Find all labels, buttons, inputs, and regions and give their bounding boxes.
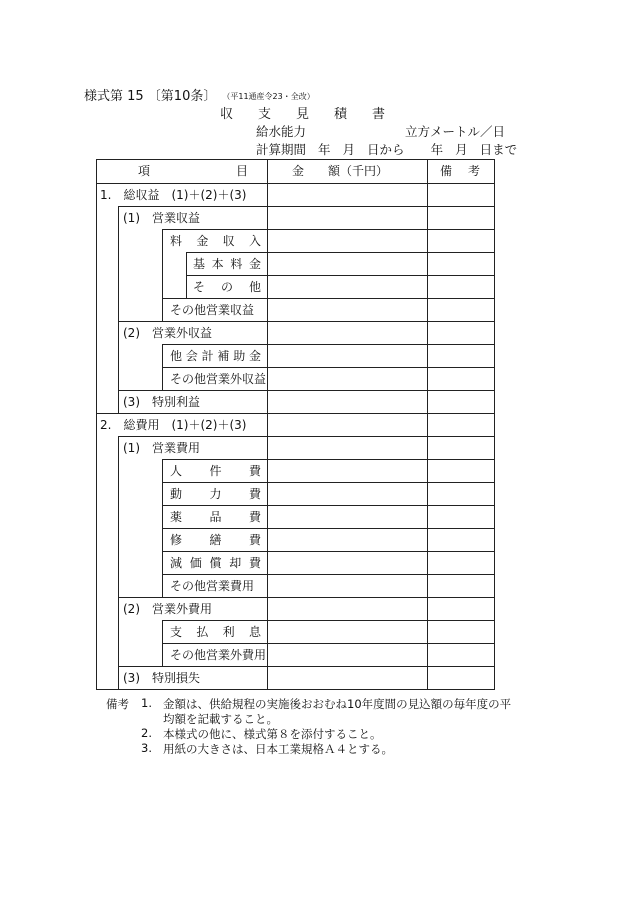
- indent-line-level-2: [162, 229, 163, 321]
- label-char: 払: [196, 625, 209, 639]
- label-char: 繕: [209, 533, 222, 547]
- amount-cell[interactable]: [268, 390, 427, 413]
- document-title: [220, 103, 410, 122]
- label-char: 修: [170, 533, 183, 547]
- label-char: の: [220, 280, 233, 294]
- label-char: 費: [248, 510, 261, 524]
- remarks-cell[interactable]: [428, 528, 494, 551]
- amount-cell[interactable]: [268, 574, 427, 597]
- label-char: 会: [185, 349, 198, 363]
- label-char: 人: [170, 464, 183, 478]
- amount-cell[interactable]: [268, 367, 427, 390]
- label-char: 入: [248, 234, 261, 248]
- label-char: 品: [209, 510, 222, 524]
- calculation-period: [256, 140, 517, 158]
- remark-1-line-2: 均額を記載すること。: [163, 712, 278, 726]
- amount-cell[interactable]: [268, 413, 427, 436]
- label-char: 件: [209, 464, 222, 478]
- remarks-cell[interactable]: [428, 321, 494, 344]
- amount-cell[interactable]: [268, 298, 427, 321]
- label-char: そ: [193, 280, 206, 294]
- remark-3-number: 3.: [141, 741, 152, 755]
- row-label-r4: [193, 257, 261, 271]
- remark-1-line-1: 金額は、供給規程の実施後おおむね10年度間の見込額の毎年度の平: [163, 697, 512, 711]
- remark-3-text: 用紙の大きさは、日本工業規格Ａ４とする。: [163, 742, 393, 756]
- label-char: 本: [211, 257, 224, 271]
- row-label-r11: 2. 総費用 (1)＋(2)＋(3): [100, 418, 247, 432]
- indent-line-level-2: [162, 620, 163, 666]
- row-label-r8: [170, 349, 261, 363]
- remarks-cell[interactable]: [428, 597, 494, 620]
- row-label-r15: [170, 510, 261, 524]
- label-char: 助: [233, 349, 246, 363]
- label-char: 項: [138, 164, 151, 178]
- remark-2-text: 本様式の他に、様式第８を添付すること。: [163, 727, 382, 741]
- amount-cell[interactable]: [268, 482, 427, 505]
- indent-line-level-2: [162, 459, 163, 597]
- remarks-cell[interactable]: [428, 344, 494, 367]
- table-border-top: [96, 159, 495, 160]
- period-to-year: 年: [430, 142, 444, 157]
- remarks-cell[interactable]: [428, 482, 494, 505]
- label-char: 価: [189, 556, 202, 570]
- title-char: 書: [372, 107, 386, 122]
- period-from-year: 年: [318, 142, 331, 157]
- label-char: 費: [248, 556, 261, 570]
- label-char: 減: [170, 556, 183, 570]
- form-number: [84, 85, 315, 104]
- amount-cell[interactable]: [268, 459, 427, 482]
- table-border-right: [494, 159, 495, 690]
- label-char: 他: [248, 280, 261, 294]
- amount-cell[interactable]: [268, 505, 427, 528]
- remarks-cell[interactable]: [428, 390, 494, 413]
- remarks-cell[interactable]: [428, 183, 494, 206]
- label-char: 収: [222, 234, 235, 248]
- capacity-label: 給水能力: [256, 124, 307, 139]
- title-char: 見: [296, 107, 310, 122]
- indent-line-level-2: [162, 344, 163, 390]
- row-label-r12: (1) 営業費用: [123, 441, 200, 455]
- remarks-cell[interactable]: [428, 252, 494, 275]
- row-label-r6: その他営業収益: [170, 303, 255, 317]
- row-label-r3: [170, 234, 261, 248]
- form-number-text: 様式第 15 〔第10条〕: [84, 89, 217, 104]
- label-char: 金: [196, 234, 209, 248]
- label-char: 金: [248, 349, 261, 363]
- row-label-r21: その他営業外費用: [170, 648, 267, 662]
- row-label-r19: (2) 営業外費用: [123, 602, 212, 616]
- label-char: 力: [209, 487, 222, 501]
- period-to-day: 日まで: [479, 142, 518, 157]
- remarks-cell[interactable]: [428, 206, 494, 229]
- amount-cell[interactable]: [268, 252, 427, 275]
- label-char: 考: [467, 164, 480, 178]
- header-amount: 金 額（千円）: [292, 164, 389, 178]
- header-remarks: [440, 164, 480, 178]
- remarks-cell[interactable]: [428, 413, 494, 436]
- amount-cell[interactable]: [268, 344, 427, 367]
- label-char: 目: [235, 164, 248, 178]
- amount-cell[interactable]: [268, 229, 427, 252]
- title-char: 収: [220, 107, 234, 122]
- indent-line-level-1: [118, 206, 119, 413]
- period-from-day: 日から: [367, 142, 405, 157]
- header-item: [138, 164, 248, 178]
- title-char: 支: [258, 107, 272, 122]
- row-label-r9: その他営業外収益: [170, 372, 267, 386]
- row-line: [96, 689, 495, 690]
- amount-cell[interactable]: [268, 597, 427, 620]
- period-from-month: 月: [342, 142, 356, 157]
- amount-cell[interactable]: [268, 436, 427, 459]
- row-label-r10: (3) 特別利益: [123, 395, 200, 409]
- row-label-r17: [170, 556, 261, 570]
- capacity-unit: 立方メートル／日: [405, 124, 506, 139]
- row-label-r16: [170, 533, 261, 547]
- remark-2-number: 2.: [141, 726, 152, 740]
- remark-1-number: 1.: [141, 696, 152, 710]
- label-char: 息: [248, 625, 261, 639]
- remarks-cell[interactable]: [428, 436, 494, 459]
- label-char: 動: [170, 487, 183, 501]
- row-label-r13: [170, 464, 261, 478]
- label-char: 支: [170, 625, 183, 639]
- row-label-r22: (3) 特別損失: [123, 671, 200, 685]
- label-char: 備: [440, 164, 453, 178]
- remarks-cell[interactable]: [428, 459, 494, 482]
- row-label-r14: [170, 487, 261, 501]
- table-border-left: [96, 159, 97, 690]
- label-char: 費: [248, 464, 261, 478]
- row-label-r5: [193, 280, 261, 294]
- remarks-cell[interactable]: [428, 666, 494, 689]
- remarks-cell[interactable]: [428, 574, 494, 597]
- amount-cell[interactable]: [268, 620, 427, 643]
- row-label-r7: (2) 営業外収益: [123, 326, 212, 340]
- amount-cell[interactable]: [268, 528, 427, 551]
- amount-cell[interactable]: [268, 666, 427, 689]
- title-char: 積: [334, 107, 348, 122]
- label-char: 利: [222, 625, 235, 639]
- label-char: 金: [248, 257, 261, 271]
- indent-line-level-3: [186, 252, 187, 298]
- remarks-cell[interactable]: [428, 229, 494, 252]
- remarks-cell[interactable]: [428, 505, 494, 528]
- label-char: 償: [209, 556, 222, 570]
- amount-cell[interactable]: [268, 643, 427, 666]
- label-char: 料: [230, 257, 243, 271]
- label-char: 料: [170, 234, 183, 248]
- indent-line-level-1: [118, 436, 119, 689]
- amount-cell[interactable]: [268, 206, 427, 229]
- amount-cell[interactable]: [268, 275, 427, 298]
- remarks-cell[interactable]: [428, 643, 494, 666]
- remarks-cell[interactable]: [428, 620, 494, 643]
- remarks-label: 備考: [106, 697, 129, 711]
- label-char: 費: [248, 487, 261, 501]
- form-revision-note: （平11通産令23・全改）: [226, 92, 315, 101]
- row-label-r20: [170, 625, 261, 639]
- label-char: 却: [229, 556, 242, 570]
- period-to-month: 月: [455, 142, 468, 157]
- remarks-cell[interactable]: [428, 551, 494, 574]
- label-char: 薬: [170, 510, 183, 524]
- remarks-cell[interactable]: [428, 367, 494, 390]
- label-char: 計: [201, 349, 214, 363]
- row-label-r18: その他営業費用: [170, 579, 255, 593]
- period-label: 計算期間: [256, 142, 307, 157]
- row-label-r2: (1) 営業収益: [123, 211, 200, 225]
- remarks-cell[interactable]: [428, 298, 494, 321]
- label-char: 他: [170, 349, 183, 363]
- label-char: 費: [248, 533, 261, 547]
- amount-cell[interactable]: [268, 183, 427, 206]
- remarks-cell[interactable]: [428, 275, 494, 298]
- label-char: 補: [217, 349, 230, 363]
- amount-cell[interactable]: [268, 321, 427, 344]
- row-label-r1: 1. 総収益 (1)＋(2)＋(3): [100, 188, 247, 202]
- amount-cell[interactable]: [268, 551, 427, 574]
- label-char: 基: [193, 257, 206, 271]
